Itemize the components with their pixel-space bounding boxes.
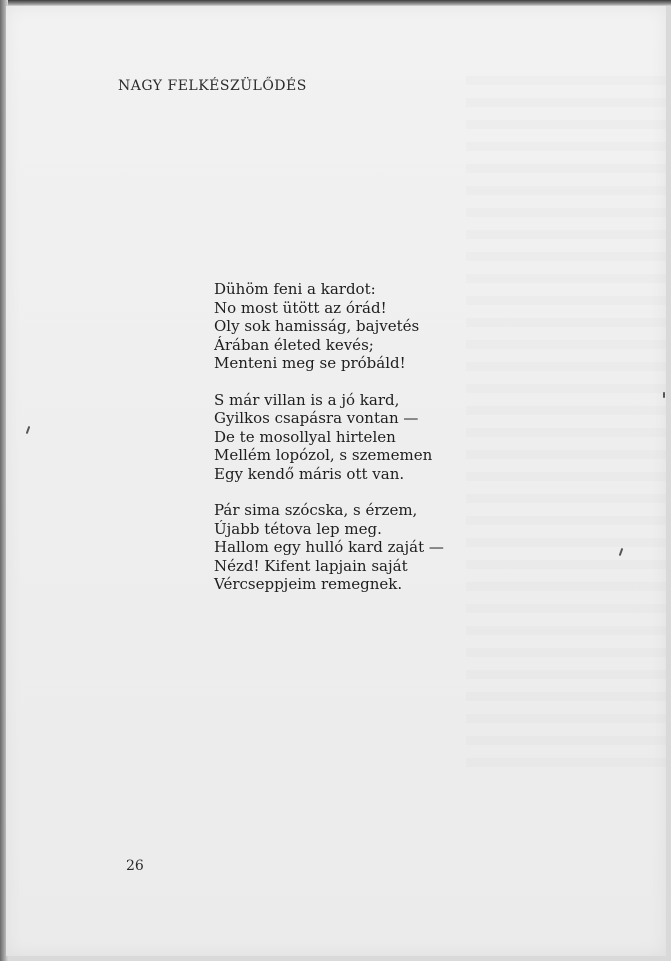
poem-line: Mellém lopózol, s szememen <box>214 446 433 464</box>
poem-line: No most ütött az órád! <box>214 298 387 317</box>
stanza-3 <box>214 501 514 594</box>
poem-line: Pár sima szócska, s érzem, <box>214 501 418 519</box>
page-number: 26 <box>126 858 144 874</box>
poem-line: Gyilkos csapásra vontan — <box>214 409 419 427</box>
poem-line: Újabb tétova lep meg. <box>214 519 382 538</box>
poem-line: Dühöm feni a kardot: <box>214 280 376 298</box>
poem-line: Vércseppjeim remegnek. <box>214 575 403 593</box>
stanza-1 <box>214 280 514 373</box>
poem-line: S már villan is a jó kard, <box>214 390 400 409</box>
poem-line: Menteni meg se próbáld! <box>214 354 406 372</box>
poem-line: Nézd! Kifent lapjain saját <box>214 556 408 575</box>
stanza-2 <box>214 391 514 484</box>
poem-line: Egy kendő máris ott van. <box>214 464 405 483</box>
poem-line: De te mosollyal hirtelen <box>214 427 396 446</box>
poem-line: Oly sok hamisság, bajvetés <box>214 317 420 335</box>
poem-line: Árában életed kevés; <box>214 335 374 354</box>
speck-mark <box>663 392 665 398</box>
poem <box>214 280 514 612</box>
running-head: NAGY FELKÉSZÜLŐDÉS <box>118 78 307 94</box>
poem-line: Hallom egy hulló kard zaját — <box>214 538 444 556</box>
